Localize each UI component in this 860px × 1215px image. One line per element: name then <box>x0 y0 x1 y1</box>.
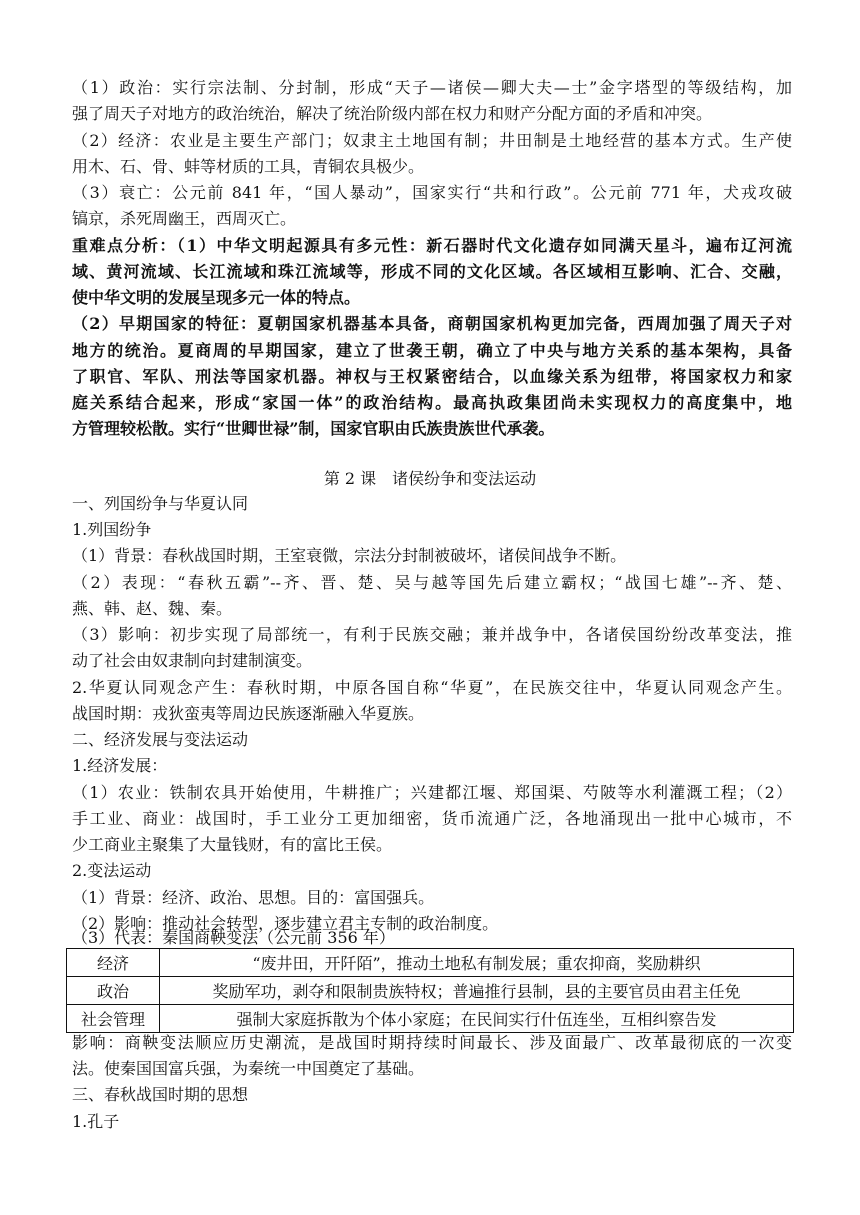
section-heading: 三、春秋战国时期的思想 <box>72 1085 249 1104</box>
key-point-line: 重难点分析：（1）中华文明起源具有多元性：新石器时代文化遗存如同满天星斗，遍布辽河流 <box>72 236 792 255</box>
section-heading: 二、经济发展与变法运动 <box>72 730 249 749</box>
text-line: 燕、韩、赵、魏、秦。 <box>72 599 233 618</box>
text-line: （2）经济：农业是主要生产部门；奴隶主土地国有制；井田制是土地经营的基本方式。生产使 <box>72 131 792 150</box>
text-line: （1）政治：实行宗法制、分封制，形成“天子—诸侯—卿大夫—士”金字塔型的等级结构，加 <box>72 78 792 97</box>
lesson-title: 第 2 课 诸侯纷争和变法运动 <box>323 469 537 488</box>
subsection-heading: 1.孔子 <box>72 1112 120 1131</box>
key-point-line: 地方的统治。夏商周的早期国家，建立了世袭王朝，确立了中央与地方关系的基本架构，具备 <box>72 341 792 360</box>
text-line: （3）衰亡：公元前 841 年，“国人暴动”，国家实行“共和行政”。公元前 771 年，犬戎攻破 <box>72 183 792 202</box>
text-line: 镐京，杀死周幽王，西周灭亡。 <box>72 209 297 228</box>
key-point-line: 庭关系结合起来，形成“家国一体”的政治结构。最高执政集团尚未实现权力的高度集中，地 <box>72 393 792 412</box>
table-cell-field: 经济 <box>67 949 160 977</box>
key-point-line: 了职官、军队、刑法等国家机器。神权与王权紧密结合，以血缘关系为纽带，将国家权力和家 <box>72 367 792 386</box>
text-line: （3）代表：秦国商鞅变法（公元前 356 年） <box>72 928 395 947</box>
table-row <box>67 1005 794 1033</box>
text-line: 战国时期：戎狄蛮夷等周边民族逐渐融入华夏族。 <box>72 704 425 723</box>
text-line: （3）影响：初步实现了局部统一，有利于民族交融；兼并战争中，各诸侯国纷纷改革变法，推 <box>72 625 792 644</box>
subsection-heading: 1.经济发展： <box>72 756 168 775</box>
text-line: 2.华夏认同观念产生：春秋时期，中原各国自称“华夏”，在民族交往中，华夏认同观念产生。 <box>72 678 792 697</box>
key-point-line: 使中华文明的发展呈现多元一体的特点。 <box>72 288 361 307</box>
table-row <box>67 949 794 977</box>
text-line: 用木、石、骨、蚌等材质的工具，青铜农具极少。 <box>72 157 425 176</box>
text-line: 少工商业主聚集了大量钱财，有的富比王侯。 <box>72 835 393 854</box>
table-cell-content: 奖励军功，剥夺和限制贵族特权；普遍推行县制，县的主要官员由君主任免 <box>160 977 794 1005</box>
text-line: 强了周天子对地方的政治统治，解决了统治阶级内部在权力和财产分配方面的矛盾和冲突。 <box>72 104 713 123</box>
text-line: 手工业、商业：战国时，手工业分工更加细密，货币流通广泛，各地涌现出一批中心城市，不 <box>72 809 792 828</box>
text-line: 影响：商鞅变法顺应历史潮流，是战国时期持续时间最长、涉及面最广、改革最彻底的一次变 <box>72 1033 792 1052</box>
text-line: （1）农业：铁制农具开始使用，牛耕推广；兴建都江堰、郑国渠、芍陂等水利灌溉工程；（2） <box>72 783 792 802</box>
table-cell-content: “废井田，开阡陌”，推动土地私有制发展；重农抑商，奖励耕织 <box>160 949 794 977</box>
table-cell-field: 政治 <box>67 977 160 1005</box>
table-cell-content: 强制大家庭拆散为个体小家庭；在民间实行什伍连坐，互相纠察告发 <box>160 1005 794 1033</box>
key-point-line: 域、黄河流域、长江流域和珠江流域等，形成不同的文化区域。各区域相互影响、汇合、交融， <box>72 262 792 281</box>
table-row <box>67 977 794 1005</box>
section-heading: 一、列国纷争与华夏认同 <box>72 494 249 513</box>
text-line: （1）背景：春秋战国时期，王室衰微，宗法分封制被破坏，诸侯间战争不断。 <box>72 546 627 565</box>
text-line: （1）背景：经济、政治、思想。目的：富国强兵。 <box>72 888 435 907</box>
key-point-line: （2）早期国家的特征：夏朝国家机器基本具备，商朝国家机构更加完备，西周加强了周天子对 <box>72 314 792 333</box>
reform-table <box>66 948 794 1033</box>
table-cell-field: 社会管理 <box>67 1005 160 1033</box>
text-line: （2）影响：推动社会转型，逐步建立君主专制的政治制度。 <box>72 914 499 933</box>
text-line: 法。使秦国国富兵强，为秦统一中国奠定了基础。 <box>72 1059 425 1078</box>
text-line: （2）表现：“春秋五霸”--齐、晋、楚、吴与越等国先后建立霸权；“战国七雄”--齐、楚、 <box>72 573 792 592</box>
text-line: 动了社会由奴隶制向封建制演变。 <box>72 651 313 670</box>
subsection-heading: 1.列国纷争 <box>72 520 152 539</box>
key-point-line: 方管理较松散。实行“世卿世禄”制，国家官职由氏族贵族世代承袭。 <box>72 419 555 438</box>
subsection-heading: 2.变法运动 <box>72 861 152 880</box>
